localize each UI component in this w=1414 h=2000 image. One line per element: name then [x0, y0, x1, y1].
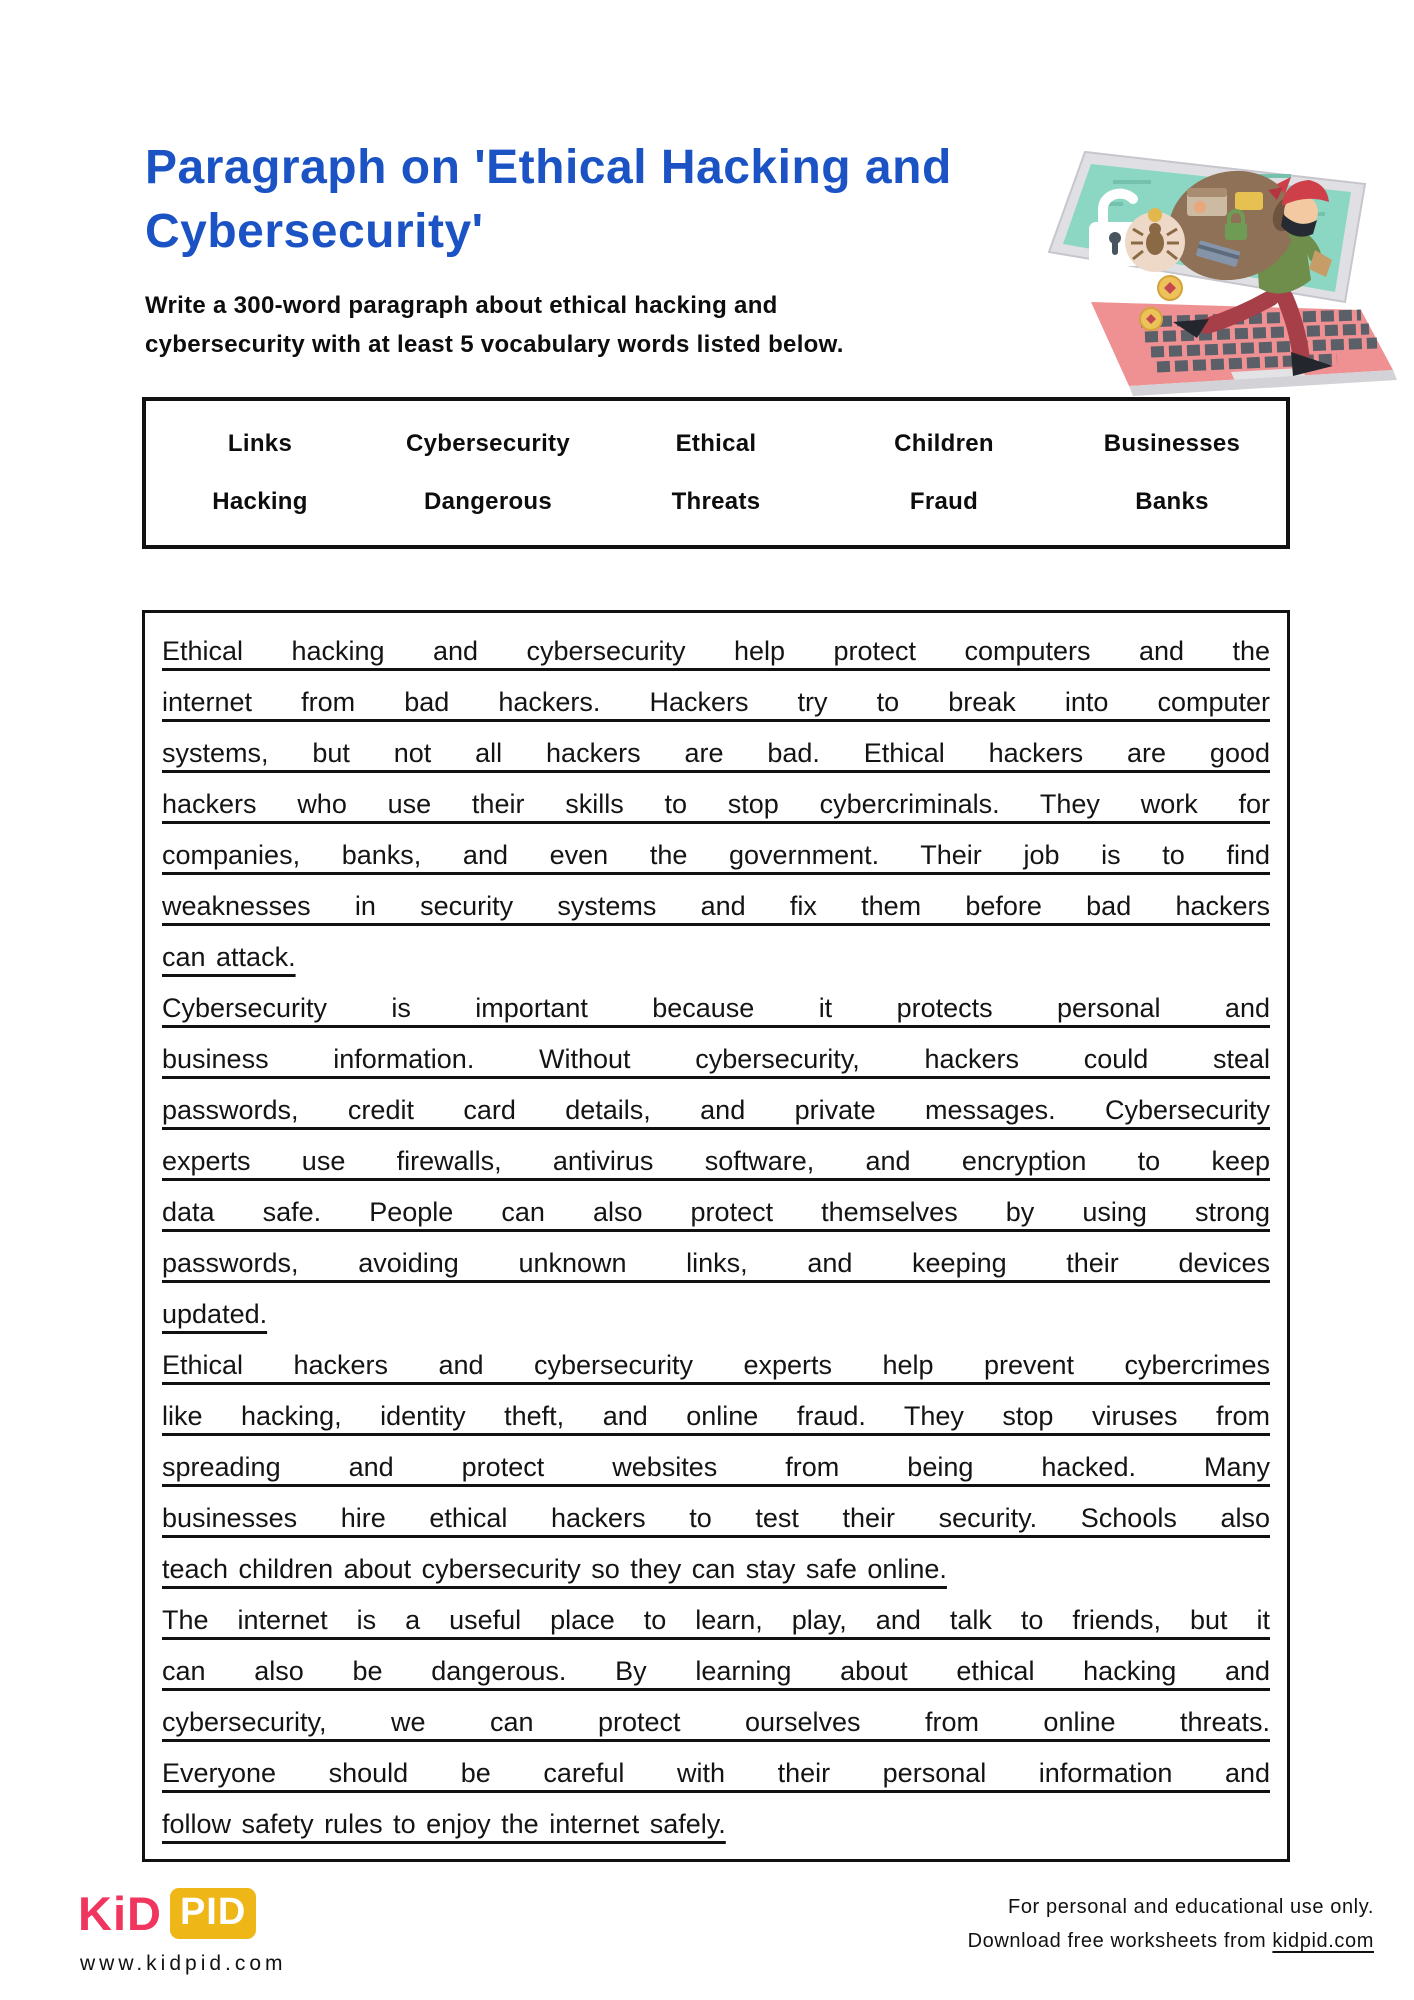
essay-line: passwords, credit card details, and private messages. Cybersecurity [162, 1095, 1270, 1125]
vocab-row-2 [146, 488, 1286, 516]
vocabulary-box [142, 397, 1290, 549]
instructions-line2: cybersecurity with at least 5 vocabulary words listed below. [145, 331, 844, 358]
vocab-word: Banks [1135, 487, 1209, 515]
essay-line: cybersecurity, we can protect ourselves from online threats. [162, 1707, 1270, 1737]
vocab-word: Fraud [909, 487, 979, 515]
logo-pid-badge: PID [170, 1888, 256, 1939]
essay-box [142, 610, 1290, 1862]
essay-line: can attack. [162, 942, 296, 972]
essay-line: hackers who use their skills to stop cybercriminals. They work for [162, 789, 1270, 819]
vocab-word: Children [894, 430, 994, 458]
essay-line: internet from bad hackers. Hackers try to break into computer [162, 687, 1270, 717]
essay-line: Cybersecurity is important because it protects personal and [162, 993, 1270, 1023]
essay-line: businesses hire ethical hackers to test their security. Schools also [162, 1503, 1270, 1533]
essay-line: companies, banks, and even the government. Their job is to find [162, 840, 1270, 870]
essay-line: weaknesses in security systems and fix them before bad hackers [162, 891, 1270, 921]
vocab-word: Cybersecurity [406, 430, 570, 458]
essay-line: Everyone should be careful with their personal information and [162, 1758, 1270, 1788]
vocab-word: Dangerous [423, 487, 553, 515]
vocab-word: Ethical [675, 430, 757, 458]
essay-line: updated. [162, 1299, 268, 1329]
website-url: www.kidpid.com [80, 1952, 287, 1975]
essay-line: follow safety rules to enjoy the internet safely. [162, 1809, 726, 1839]
essay-line: business information. Without cybersecurity, hackers could steal [162, 1044, 1270, 1074]
essay-line: Ethical hackers and cybersecurity experts help prevent cybercrimes [162, 1350, 1270, 1380]
footer-note-line1: For personal and educational use only. [1008, 1896, 1374, 1918]
footer-note [968, 1890, 1374, 1958]
essay-line: data safe. People can also protect themselves by using strong [162, 1197, 1270, 1227]
page-title-line2: Cybersecurity' [145, 205, 484, 258]
vocab-word: Hacking [212, 487, 308, 515]
instructions-line1: Write a 300-word paragraph about ethical hacking and [145, 292, 778, 319]
hacker-illustration-svg [1036, 130, 1402, 398]
essay-line: like hacking, identity theft, and online fraud. They stop viruses from [162, 1401, 1270, 1431]
hacker-laptop-illustration [1036, 130, 1402, 398]
kidpid-logo [78, 1886, 256, 1941]
essay-line: teach children about cybersecurity so they can stay safe online. [162, 1554, 947, 1584]
page-title-line1: Paragraph on 'Ethical Hacking and [145, 141, 952, 194]
essay-line: passwords, avoiding unknown links, and keeping their devices [162, 1248, 1270, 1278]
essay-line: spreading and protect websites from being hacked. Many [162, 1452, 1270, 1482]
essay-line: experts use firewalls, antivirus software, and encryption to keep [162, 1146, 1270, 1176]
kidpid-link[interactable]: kidpid.com [1272, 1930, 1374, 1952]
instructions-text [145, 286, 844, 364]
footer-note-line2-text: Download free worksheets from [967, 1930, 1273, 1952]
footer-note-line2 [968, 1924, 1374, 1958]
vocab-row-1 [146, 430, 1286, 458]
vocab-word: Links [227, 430, 293, 458]
vocab-word: Threats [671, 487, 761, 515]
essay-line: can also be dangerous. By learning about ethical hacking and [162, 1656, 1270, 1686]
vocab-word: Businesses [1103, 430, 1241, 458]
essay-line: systems, but not all hackers are bad. Ethical hackers are good [162, 738, 1270, 768]
essay-line: The internet is a useful place to learn, play, and talk to friends, but it [162, 1605, 1270, 1635]
logo-kid-text: KiD [78, 1887, 162, 1940]
page-title [145, 136, 952, 264]
essay-line: Ethical hacking and cybersecurity help protect computers and the [162, 636, 1270, 666]
